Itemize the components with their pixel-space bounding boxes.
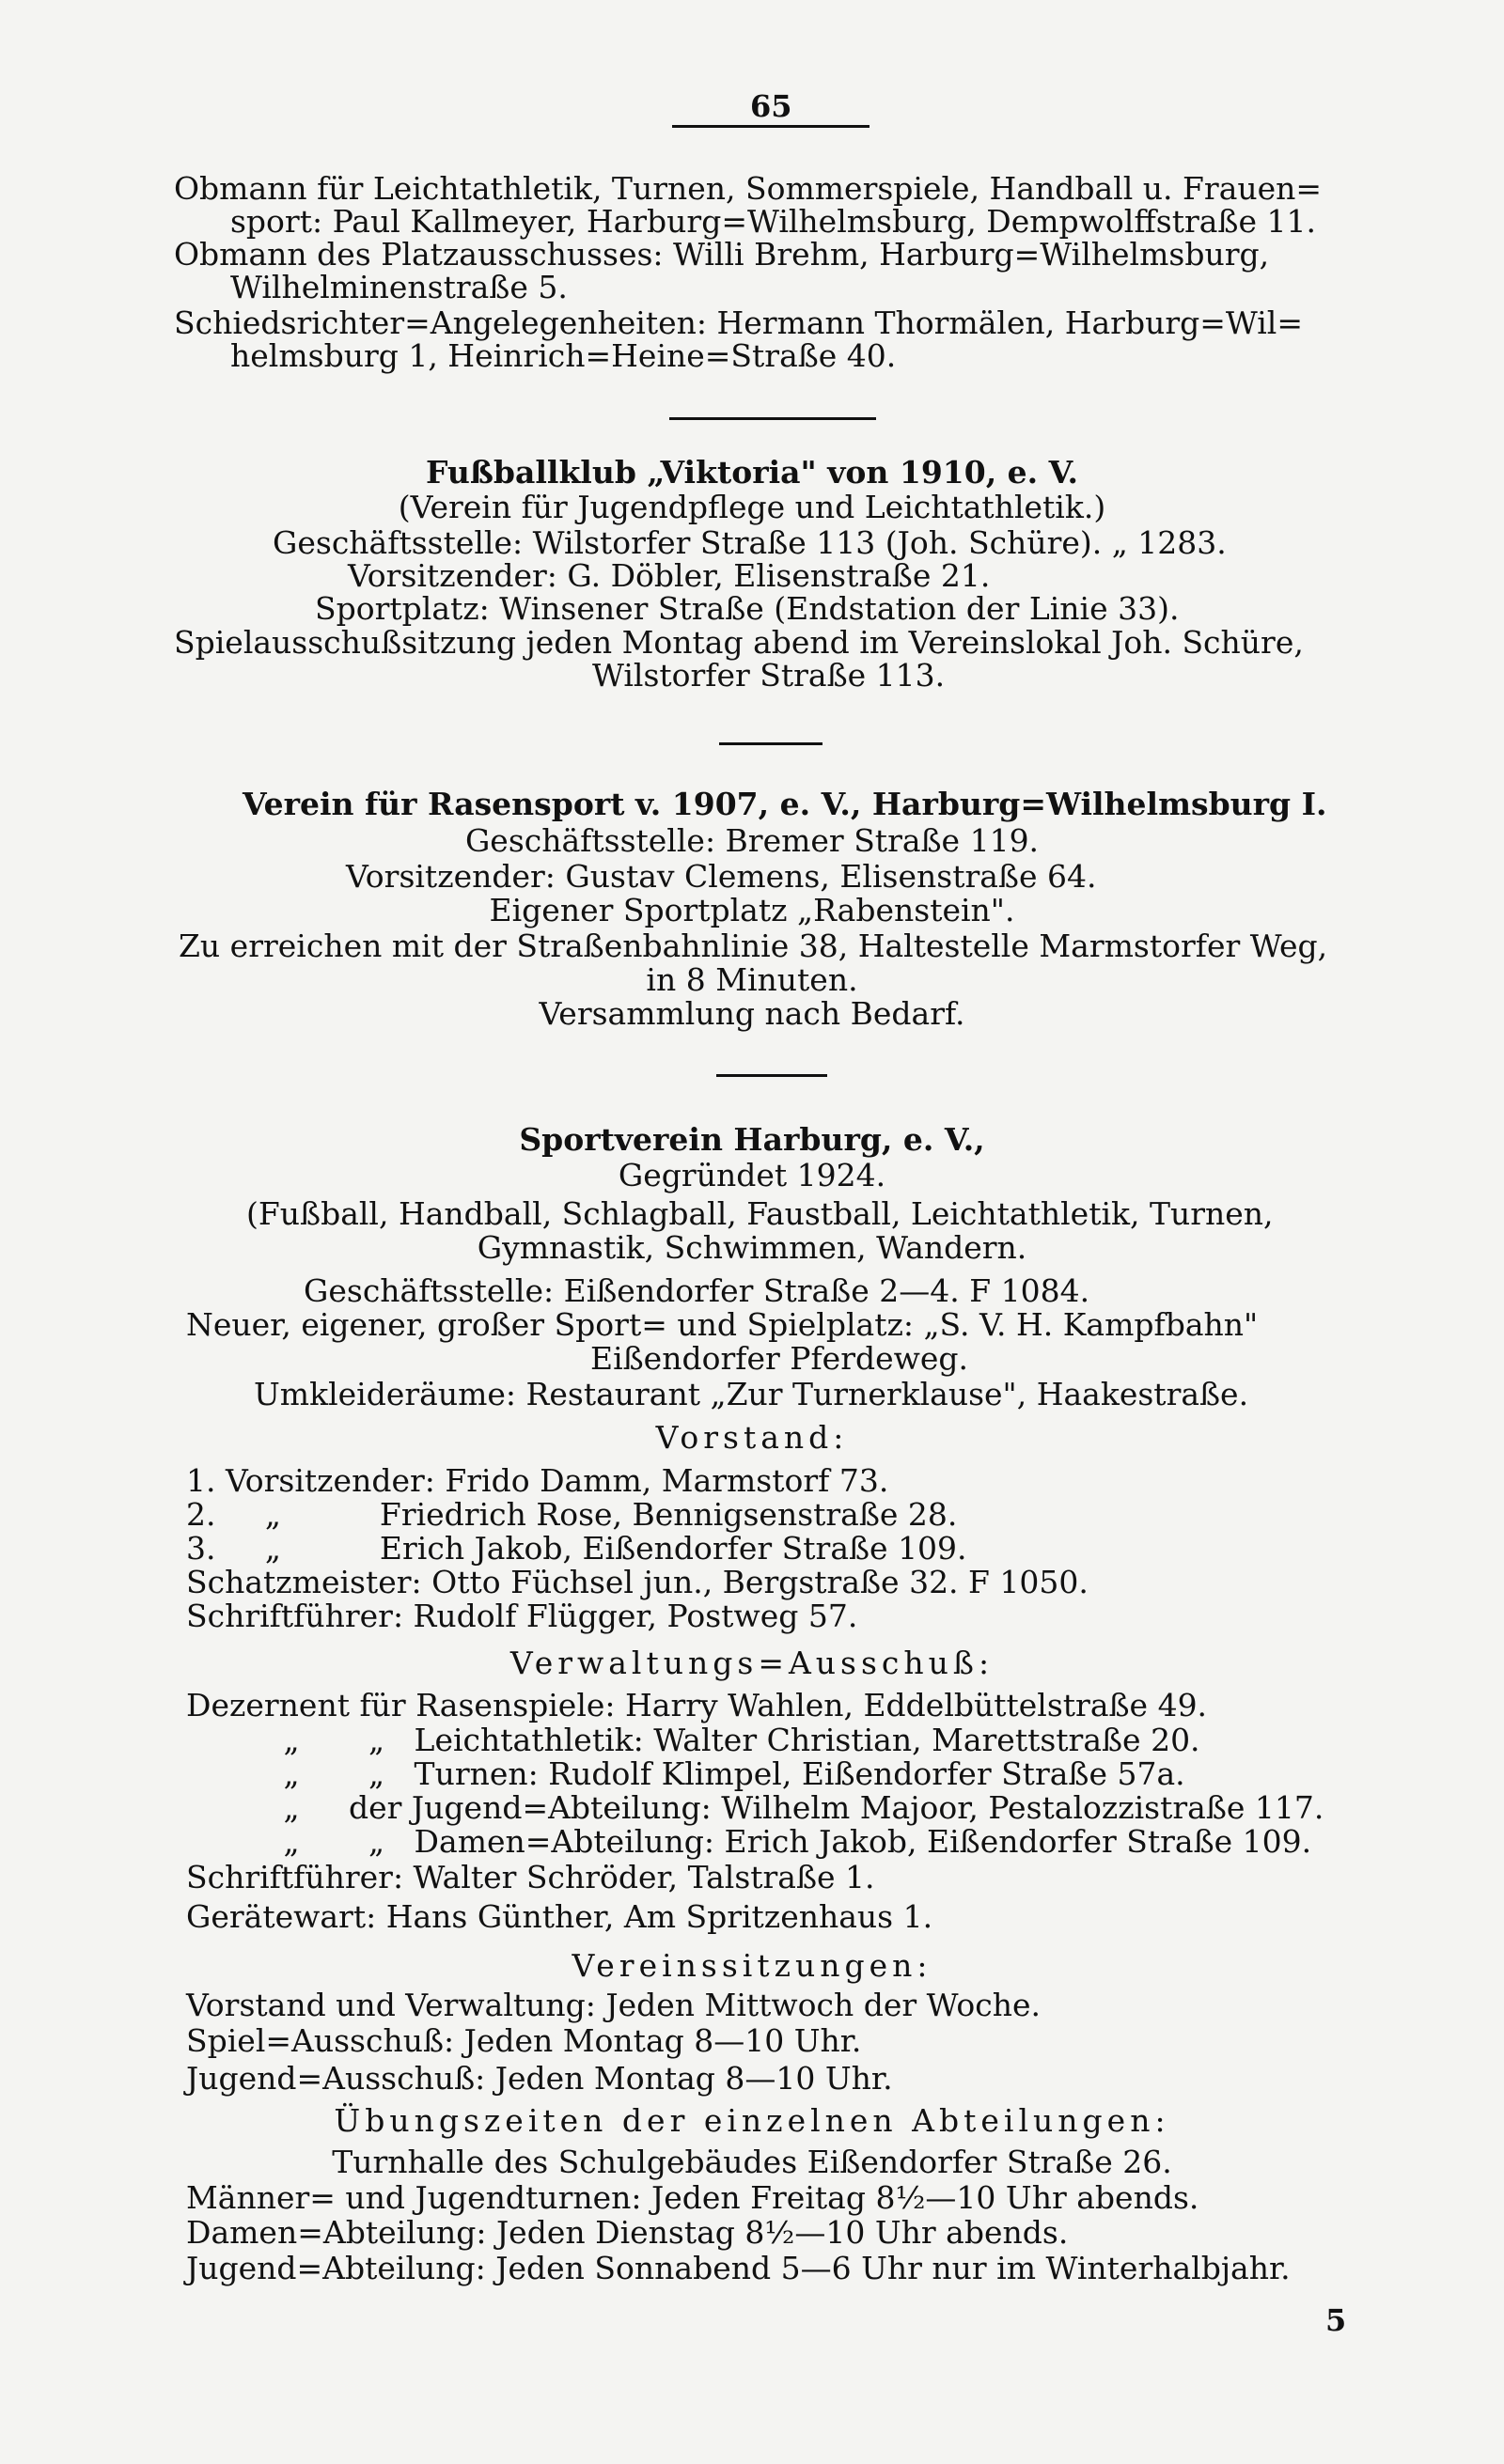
text-line: Schriftführer: Rudolf Flügger, Postweg 57. bbox=[186, 1598, 858, 1634]
text-line: Wilstorfer Straße 113. bbox=[592, 657, 946, 694]
text-line: Neuer, eigener, großer Sport= und Spielplatz: „S. V. H. Kampfbahn" bbox=[186, 1306, 1259, 1343]
text-line: 2. „ Friedrich Rose, Bennigsenstraße 28. bbox=[186, 1496, 958, 1533]
text-line: „ „ Damen=Abteilung: Erich Jakob, Eißendorfer Straße 109. bbox=[254, 1823, 1312, 1860]
section-divider bbox=[719, 742, 822, 745]
text-line: Dezernent für Rasenspiele: Harry Wahlen, Eddelbüttelstraße 49. bbox=[186, 1687, 1208, 1723]
text-line: sport: Paul Kallmeyer, Harburg=Wilhelmsburg, Dempwolffstraße 11. bbox=[230, 203, 1316, 240]
page-number-top: 65 bbox=[750, 88, 792, 124]
text-line: Vorsitzender: G. Döbler, Elisenstraße 21. bbox=[348, 557, 991, 594]
text-line: Schriftführer: Walter Schröder, Talstraße 1. bbox=[186, 1859, 875, 1895]
subheading-uebungszeiten: Übungszeiten der einzelnen Abteilungen: bbox=[334, 2102, 1170, 2139]
header-rule bbox=[672, 125, 870, 128]
text-line: (Verein für Jugendpflege und Leichtathletik.) bbox=[398, 489, 1106, 525]
text-line: (Fußball, Handball, Schlagball, Faustball, Leichtathletik, Turnen, bbox=[246, 1195, 1274, 1232]
text-line: Vorsitzender: Gustav Clemens, Elisenstraße 64. bbox=[346, 858, 1097, 895]
text-line: Gymnastik, Schwimmen, Wandern. bbox=[477, 1229, 1027, 1266]
text-line: Obmann des Platzausschusses: Willi Brehm, Harburg=Wilhelmsburg, bbox=[174, 236, 1270, 273]
text-line: „ der Jugend=Abteilung: Wilhelm Majoor, Pestalozzistraße 117. bbox=[254, 1789, 1324, 1826]
section-divider bbox=[669, 417, 876, 420]
section-divider bbox=[716, 1074, 827, 1077]
subheading-vorstand: Vorstand: bbox=[655, 1419, 849, 1456]
text-line: 3. „ Erich Jakob, Eißendorfer Straße 109. bbox=[186, 1530, 967, 1567]
text-line: Sportplatz: Winsener Straße (Endstation der Linie 33). bbox=[315, 590, 1180, 627]
text-line: Turnhalle des Schulgebäudes Eißendorfer Straße 26. bbox=[332, 2144, 1172, 2180]
text-line: Jugend=Ausschuß: Jeden Montag 8—10 Uhr. bbox=[186, 2060, 893, 2097]
text-line: Eigener Sportplatz „Rabenstein". bbox=[489, 892, 1015, 928]
text-line: „ „ Turnen: Rudolf Klimpel, Eißendorfer Straße 57a. bbox=[254, 1755, 1185, 1792]
text-line: Schatzmeister: Otto Füchsel jun., Bergstraße 32. F 1050. bbox=[186, 1564, 1089, 1600]
text-line: Wilhelminenstraße 5. bbox=[230, 269, 568, 305]
subheading-vereinssitzungen: Vereinssitzungen: bbox=[572, 1947, 932, 1984]
club-heading: Sportverein Harburg, e. V., bbox=[519, 1121, 985, 1158]
text-line: Schiedsrichter=Angelegenheiten: Hermann Thormälen, Harburg=Wil= bbox=[174, 304, 1303, 341]
club-heading: Fußballklub „Viktoria" von 1910, e. V. bbox=[426, 454, 1078, 491]
text-line: Spielausschußsitzung jeden Montag abend im Vereinslokal Joh. Schüre, bbox=[174, 624, 1304, 661]
subheading-verwaltungsausschuss: Verwaltungs=Ausschuß: bbox=[509, 1645, 995, 1681]
text-line: 1. Vorsitzender: Frido Damm, Marmstorf 73. bbox=[186, 1462, 889, 1499]
text-line: Versammlung nach Bedarf. bbox=[539, 995, 965, 1032]
page-number-bottom: 5 bbox=[1325, 2302, 1347, 2338]
text-line: Gerätewart: Hans Günther, Am Spritzenhaus 1. bbox=[186, 1898, 933, 1935]
text-line: Vorstand und Verwaltung: Jeden Mittwoch der Woche. bbox=[186, 1987, 1041, 2023]
text-line: Geschäftsstelle: Eißendorfer Straße 2—4. F 1084. bbox=[304, 1272, 1090, 1309]
text-line: Spiel=Ausschuß: Jeden Montag 8—10 Uhr. bbox=[186, 2022, 862, 2059]
text-line: Männer= und Jugendturnen: Jeden Freitag 8½—10 Uhr abends. bbox=[186, 2179, 1199, 2216]
text-line: Umkleideräume: Restaurant „Zur Turnerklause", Haakestraße. bbox=[254, 1376, 1249, 1412]
text-line: Gegründet 1924. bbox=[618, 1157, 886, 1193]
text-line: Jugend=Abteilung: Jeden Sonnabend 5—6 Uhr nur im Winterhalbjahr. bbox=[186, 2250, 1291, 2286]
text-line: „ „ Leichtathletik: Walter Christian, Marettstraße 20. bbox=[254, 1722, 1200, 1758]
text-line: in 8 Minuten. bbox=[646, 961, 858, 998]
text-line: Zu erreichen mit der Straßenbahnlinie 38, Haltestelle Marmstorfer Weg, bbox=[179, 928, 1328, 964]
club-heading: Verein für Rasensport v. 1907, e. V., Harburg=Wilhelmsburg I. bbox=[243, 786, 1327, 822]
text-line: Geschäftsstelle: Bremer Straße 119. bbox=[464, 822, 1040, 859]
text-line: Obmann für Leichtathletik, Turnen, Sommerspiele, Handball u. Frauen= bbox=[174, 170, 1323, 207]
text-line: helmsburg 1, Heinrich=Heine=Straße 40. bbox=[230, 337, 897, 374]
text-line: Eißendorfer Pferdeweg. bbox=[590, 1340, 969, 1377]
text-line: Geschäftsstelle: Wilstorfer Straße 113 (Joh. Schüre). „ 1283. bbox=[273, 524, 1227, 561]
text-line: Damen=Abteilung: Jeden Dienstag 8½—10 Uhr abends. bbox=[186, 2214, 1069, 2251]
